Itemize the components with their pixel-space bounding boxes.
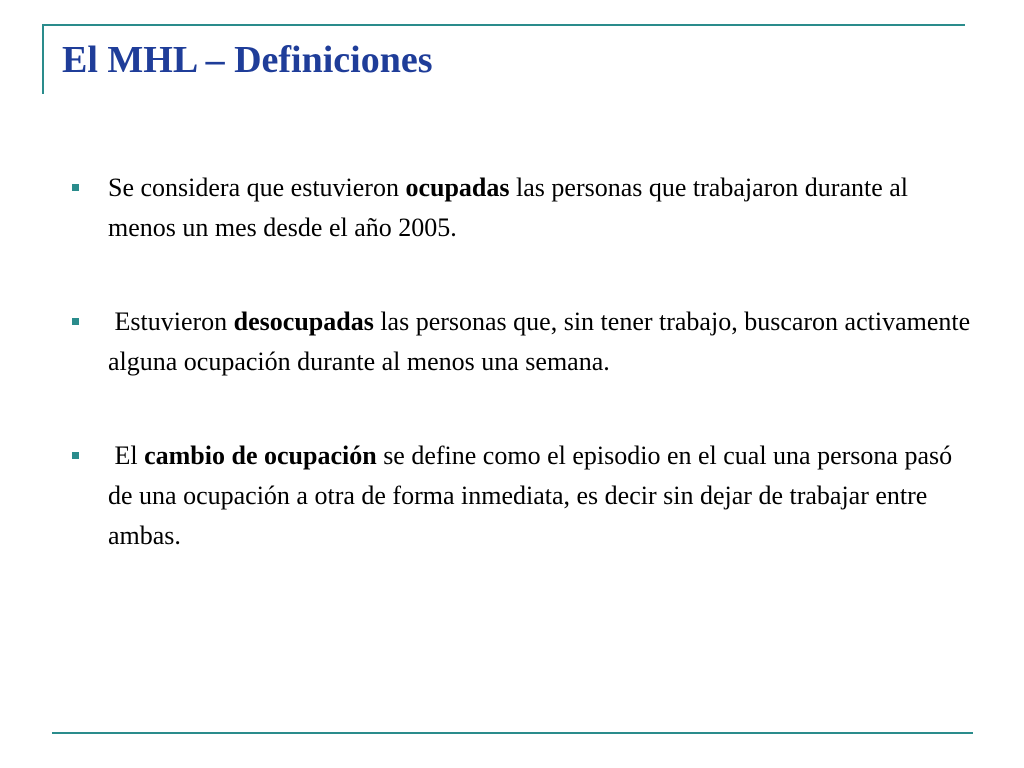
bullet-text-lead: Estuvieron <box>108 307 234 336</box>
square-bullet-icon <box>72 184 79 191</box>
bullet-list <box>72 168 977 556</box>
bullet-text-lead: El <box>108 441 145 470</box>
bullet-text <box>108 302 977 382</box>
bullet-term-desocupadas: desocupadas <box>233 307 374 336</box>
bottom-divider <box>52 732 973 734</box>
left-accent-bar <box>42 24 44 94</box>
bullet-text-rest: las personas que, sin tener trabajo, buscaron activamente alguna ocupación durante al menos una semana. <box>108 307 977 376</box>
bullet-text <box>108 168 972 248</box>
top-divider <box>42 24 965 26</box>
bullet-item-desocupadas <box>72 302 977 382</box>
bullet-text-lead: Se considera que estuvieron <box>108 173 406 202</box>
square-bullet-icon <box>72 452 79 459</box>
bullet-text-rest: las personas que trabajaron durante al menos un mes desde el año 2005. <box>108 173 915 242</box>
square-bullet-icon <box>72 318 79 325</box>
slide-title: El MHL – Definiciones <box>62 39 433 81</box>
bullet-term-cambio-de-ocupacion: cambio de ocupación <box>144 441 377 470</box>
bullet-item-cambio-de-ocupacion <box>72 436 972 556</box>
bullet-text <box>108 436 972 556</box>
bullet-term-ocupadas: ocupadas <box>405 173 510 202</box>
bullet-text-rest: se define como el episodio en el cual una persona pasó de una ocupación a otra de forma inmediata, es decir sin dejar de trabajar entre ambas. <box>108 441 959 550</box>
bullet-item-ocupadas <box>72 168 972 248</box>
